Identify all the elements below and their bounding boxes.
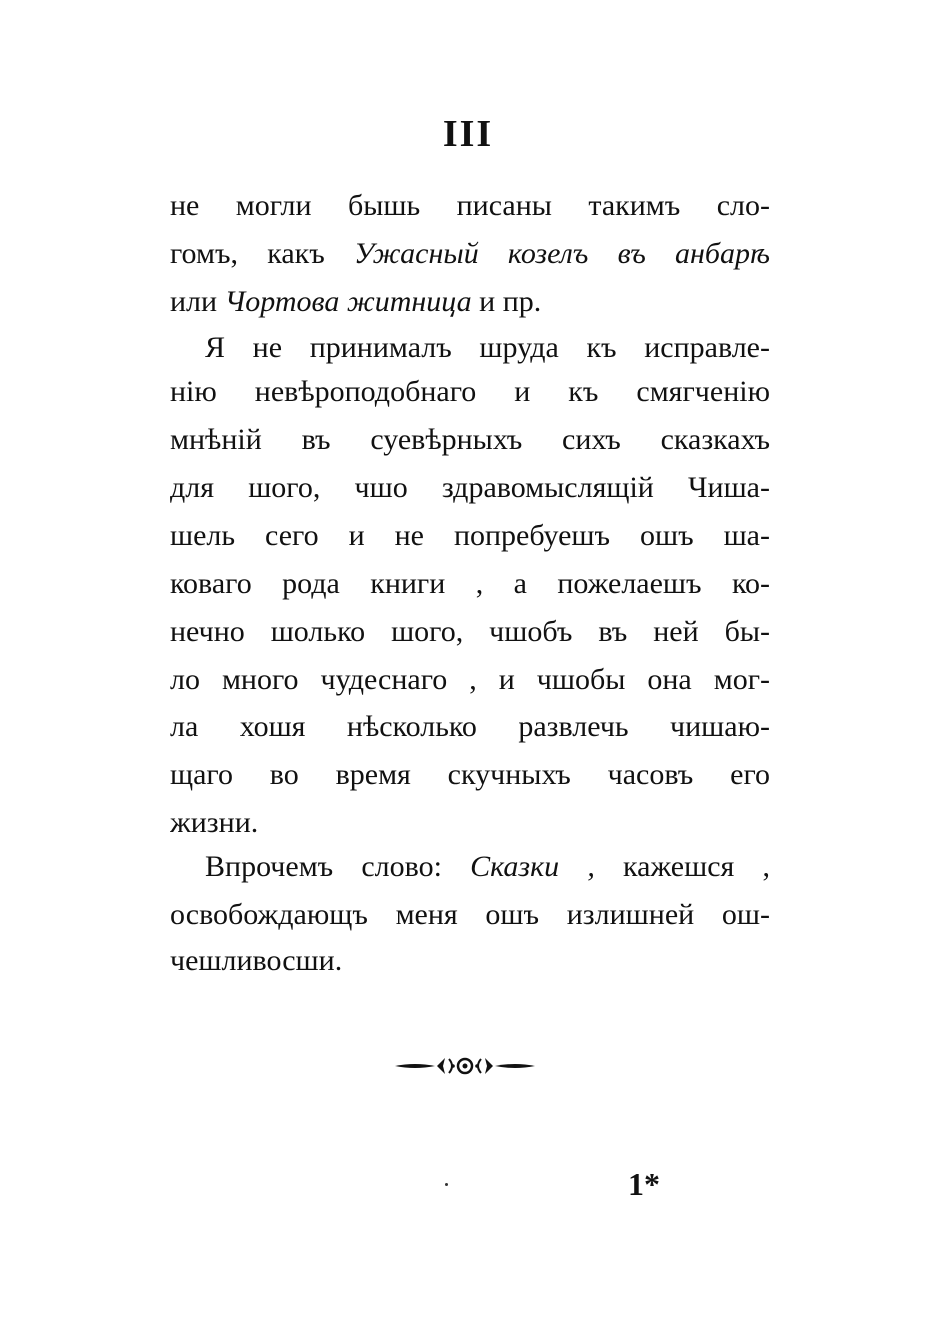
paper-speck <box>445 1183 448 1186</box>
italic-title: Чортова житница <box>224 285 472 318</box>
text-line: мнѣній въ суевѣрныхъ сихъ сказкахъ <box>170 423 770 456</box>
text-line: не могли бышь писаны такимъ сло- <box>170 189 770 222</box>
text-line: нію невѣроподобнаго и къ смягченію <box>170 375 770 408</box>
text-span: и пр. <box>471 285 542 318</box>
text-line: Я не принималъ шруда къ исправле- <box>205 331 770 364</box>
text-line: освобождающъ меня ошъ излишней ош- <box>170 898 770 931</box>
text-line <box>170 278 770 326</box>
text-line: щаго во время скучныхъ часовъ его <box>170 758 770 791</box>
italic-title: Ужасный козелъ въ анбарѣ <box>353 237 770 270</box>
text-line: жизни. <box>170 806 259 839</box>
text-line <box>205 843 770 891</box>
text-line: коваго рода книги , а пожелаешъ ко- <box>170 567 770 600</box>
text-line: ла хошя нѣсколько развлечь чишаю- <box>170 710 770 743</box>
signature-mark: 1* <box>628 1166 660 1202</box>
text-span: или <box>170 285 225 318</box>
italic-word: Сказки , <box>470 850 595 883</box>
text-line: ло много чудеснаго , и чшобы она мог- <box>170 663 770 696</box>
text-line: для шого, чшо здравомыслящій Чиша- <box>170 471 770 504</box>
text-line <box>170 230 770 278</box>
text-line: нечно шолько шого, чшобъ въ ней бы- <box>170 615 770 648</box>
text-line: чешливосши. <box>170 944 343 977</box>
text-span: гомъ, какъ <box>170 237 354 270</box>
page-number: III <box>442 113 494 155</box>
text-span: Впрочемъ слово: <box>205 850 471 883</box>
text-line: шель сего и не попребуешъ ошъ ша- <box>170 519 770 552</box>
text-span: кажешся , <box>594 850 770 883</box>
floral-vignette-ornament-icon <box>393 1053 537 1079</box>
